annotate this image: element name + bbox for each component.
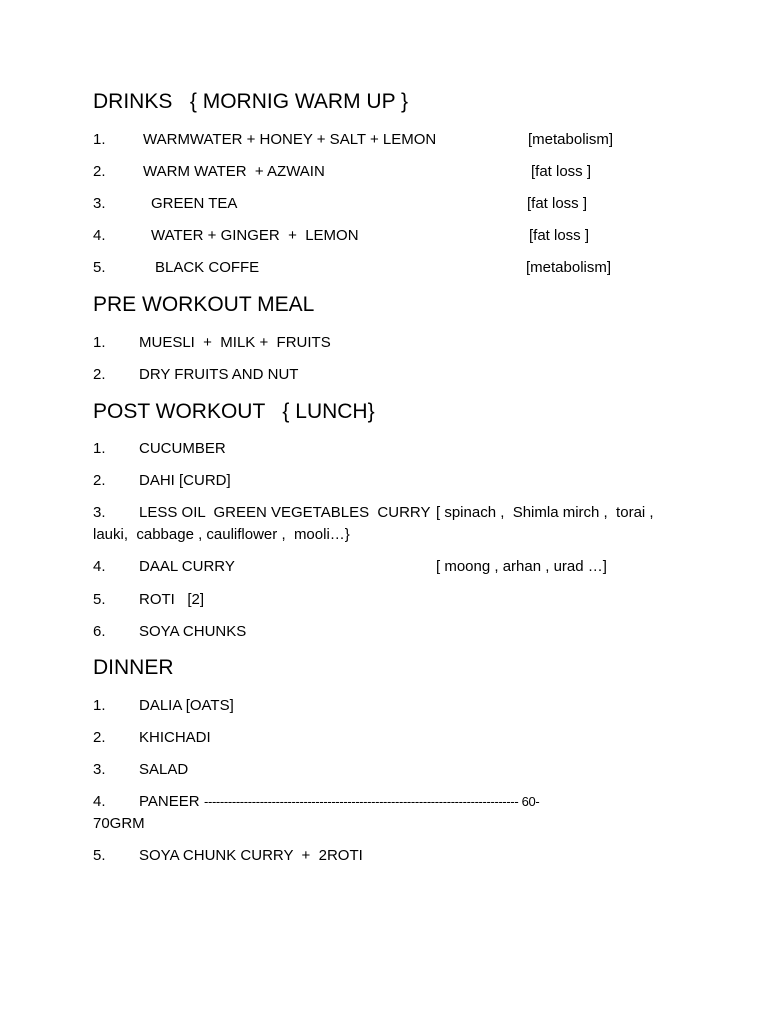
item-text: DALIA [OATS] <box>139 697 234 714</box>
item-text: BLACK COFFE <box>155 259 260 276</box>
item-note: [ spinach , Shimla mirch , torai , <box>436 504 654 521</box>
item-text: WARM WATER + AZWAIN <box>143 163 325 180</box>
item-number: 3. <box>93 195 106 212</box>
item-number: 2. <box>93 472 106 489</box>
item-number: 4. <box>93 227 106 244</box>
item-number: 5. <box>93 591 106 608</box>
item-note: [ moong , arhan , urad …] <box>436 558 607 575</box>
item-text: PANEER <box>139 793 200 810</box>
item-number: 2. <box>93 729 106 746</box>
item-number: 1. <box>93 131 106 148</box>
item-number: 2. <box>93 366 106 383</box>
item-text: WARMWATER + HONEY + SALT + LEMON <box>143 131 437 148</box>
item-number: 4. <box>93 793 106 810</box>
item-number: 3. <box>93 761 106 778</box>
item-continuation: 70GRM <box>93 815 145 832</box>
item-text: DAHI [CURD] <box>139 472 231 489</box>
item-note: [fat loss ] <box>529 227 590 244</box>
item-continuation: lauki, cabbage , cauliflower , mooli…} <box>93 526 350 543</box>
item-number: 5. <box>93 259 106 276</box>
item-number: 4. <box>93 558 106 575</box>
item-dash-leader: ------------------------------------------------------------------------------- 60- <box>204 794 540 809</box>
item-text: DRY FRUITS AND NUT <box>139 366 299 383</box>
item-text: SALAD <box>139 761 189 778</box>
item-number: 1. <box>93 697 106 714</box>
dinner-heading: DINNER <box>93 656 174 679</box>
item-text: MUESLI + MILK + FRUITS <box>139 334 331 351</box>
item-number: 6. <box>93 623 106 640</box>
item-number: 2. <box>93 163 106 180</box>
item-text: LESS OIL GREEN VEGETABLES CURRY <box>139 504 431 521</box>
item-note: [metabolism] <box>526 259 612 276</box>
item-text: GREEN TEA <box>151 195 238 212</box>
item-text: WATER + GINGER + LEMON <box>151 227 359 244</box>
item-number: 5. <box>93 847 106 864</box>
pre-workout-heading: PRE WORKOUT MEAL <box>93 293 315 316</box>
item-number: 3. <box>93 504 106 521</box>
item-number: 1. <box>93 334 106 351</box>
item-text: ROTI [2] <box>139 591 205 608</box>
item-text: KHICHADI <box>139 729 211 746</box>
item-note: [metabolism] <box>528 131 614 148</box>
item-note: [fat loss ] <box>531 163 592 180</box>
item-note: [fat loss ] <box>527 195 588 212</box>
item-number: 1. <box>93 440 106 457</box>
item-text: CUCUMBER <box>139 440 226 457</box>
item-text: DAAL CURRY <box>139 558 235 575</box>
item-text: SOYA CHUNK CURRY + 2ROTI <box>139 847 363 864</box>
drinks-heading: DRINKS { MORNIG WARM UP } <box>93 90 409 113</box>
post-workout-heading: POST WORKOUT { LUNCH} <box>93 400 375 423</box>
item-text: SOYA CHUNKS <box>139 623 247 640</box>
